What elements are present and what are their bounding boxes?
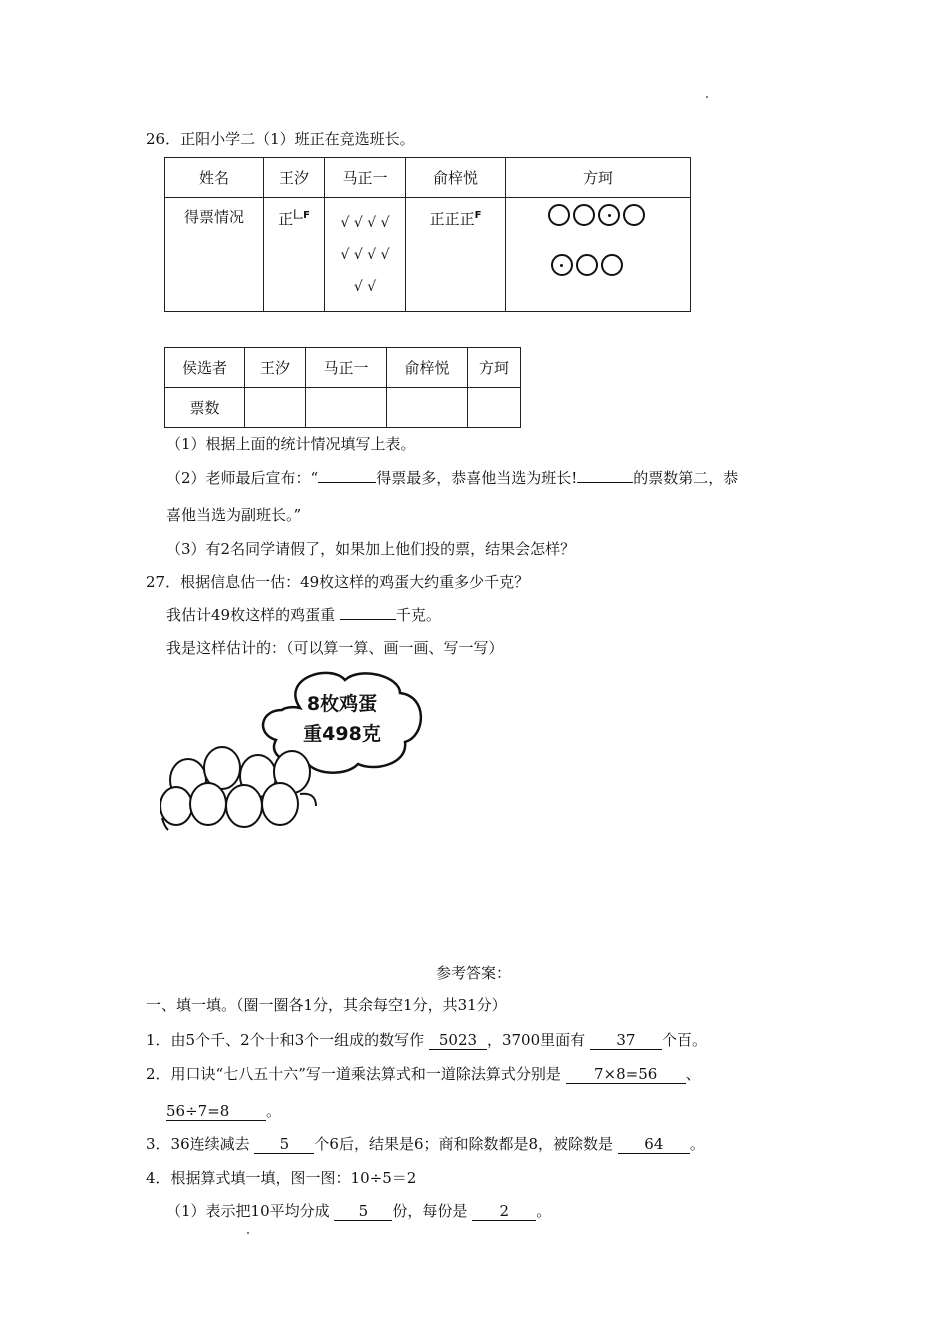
- answer-1-text-b: ，3700里面有: [486, 1031, 586, 1049]
- checkmarks-row: √ √: [353, 279, 377, 295]
- count-cell-wangxi[interactable]: [245, 388, 306, 428]
- circle-icon: [548, 204, 570, 226]
- blank-egg-weight[interactable]: [340, 619, 396, 620]
- count-cell-mazhengyi[interactable]: [306, 388, 387, 428]
- answer-4-1-value-1: 5: [334, 1202, 392, 1221]
- answer-2-value-2: 56÷7=8: [166, 1102, 266, 1121]
- answer-2-text-b: 、: [685, 1065, 701, 1083]
- egg-icon: [226, 785, 262, 827]
- circle-icon: [623, 204, 645, 226]
- q26-sub2-d: 喜他当选为副班长。”: [166, 506, 302, 524]
- blank-monitor[interactable]: [318, 482, 376, 483]
- answer-1-text-a: 1．由5个千、2个十和3个一组成的数写作: [146, 1031, 425, 1049]
- answers-section1: 一、填一填。（圈一圈各1分，其余每空1分，共31分）: [146, 996, 507, 1014]
- answer-3-value-1: 5: [254, 1135, 314, 1154]
- count-header-fangke: 方珂: [468, 348, 521, 388]
- q26-sub3: （3）有2名同学请假了，如果加上他们投的票，结果会怎样？: [166, 540, 576, 558]
- blank-vice-monitor[interactable]: [577, 482, 633, 483]
- bubble-text-2: 重498克: [303, 723, 381, 745]
- tally-yuziyue-zheng: 正正正: [429, 210, 475, 228]
- tally-table: [164, 157, 691, 312]
- q27-line1-a: 我估计49枚这样的鸡蛋重: [166, 606, 336, 624]
- q26-title: 26．正阳小学二（1）班正在竞选班长。: [146, 130, 415, 148]
- tally-wangxi: [264, 198, 325, 312]
- answer-1-text-c: 个百。: [661, 1031, 707, 1049]
- egg-icon: [190, 783, 226, 825]
- tally-wangxi-partial: 𠃊F: [293, 210, 310, 221]
- egg-icon: [160, 787, 192, 825]
- circle-icon: [601, 254, 623, 276]
- tally-header-fangke: 方珂: [506, 158, 691, 198]
- tally-yuziyue-partial: F: [474, 210, 482, 221]
- dotted-circle-icon: [551, 254, 573, 276]
- answer-4-1-text-a: （1）表示把10平均分成: [166, 1202, 330, 1220]
- count-cell-fangke[interactable]: [468, 388, 521, 428]
- bubble-text-1: 8枚鸡蛋: [306, 693, 378, 715]
- count-table: [164, 347, 521, 428]
- tally-fangke: [506, 198, 691, 312]
- answer-3-text-b: 个6后，结果是6；商和除数都是8，被除数是: [314, 1135, 614, 1153]
- count-row-label: 票数: [165, 388, 245, 428]
- q26-sub2-a: （2）老师最后宣布：“: [166, 469, 319, 487]
- q27-line2: 我是这样估计的：（可以算一算、画一画、写一写）: [166, 639, 504, 657]
- circle-row-bottom: [487, 254, 689, 280]
- answer-4-1-text-b: 份，每份是: [392, 1202, 468, 1220]
- answer-1-value-1: 5023: [429, 1031, 487, 1050]
- tally-wangxi-zheng: 正: [278, 210, 294, 228]
- answer-4-1-value-2: 2: [472, 1202, 536, 1221]
- answer-3-text-a: 3．36连续减去: [146, 1135, 250, 1153]
- answer-4-1: [166, 1200, 551, 1221]
- answer-2: [146, 1063, 701, 1084]
- eggs-illustration: [160, 668, 430, 838]
- q26-sub2-b: 得票最多，恭喜他当选为班长!: [376, 469, 578, 487]
- answer-2-value-1: 7×8=56: [566, 1065, 686, 1084]
- tally-mazhengyi: [325, 198, 406, 312]
- q27-line1: [166, 604, 441, 625]
- count-header-candidate: 侯选者: [165, 348, 245, 388]
- answer-3-text-c: 。: [689, 1135, 705, 1153]
- dotted-circle-icon: [598, 204, 620, 226]
- tally-header-yuziyue: 俞梓悦: [406, 158, 506, 198]
- circle-row-top: [507, 204, 689, 230]
- answer-3: [146, 1133, 705, 1154]
- answer-1: [146, 1029, 707, 1050]
- checkmarks-row: √ √ √ √: [340, 215, 390, 231]
- count-cell-yuziyue[interactable]: [387, 388, 468, 428]
- tally-header-wangxi: 王汐: [264, 158, 325, 198]
- circle-icon: [576, 254, 598, 276]
- answer-2-text-a: 2．用口诀“七八五十六”写一道乘法算式和一道除法算式分别是: [146, 1065, 561, 1083]
- answer-4-1-text-c: 。: [536, 1202, 552, 1220]
- answer-4: 4．根据算式填一填，图一图：10÷5＝2: [146, 1169, 417, 1187]
- count-header-wangxi: 王汐: [245, 348, 306, 388]
- checkmarks-row: √ √ √ √: [340, 247, 390, 263]
- scan-dot-top: [706, 96, 708, 98]
- count-header-mazhengyi: 马正一: [306, 348, 387, 388]
- answer-2-text-c: 。: [266, 1102, 282, 1120]
- tally-header-mazhengyi: 马正一: [325, 158, 406, 198]
- eggs-group: [160, 747, 316, 830]
- scan-dot-bottom: [247, 1232, 249, 1234]
- circle-icon: [573, 204, 595, 226]
- answers-heading: 参考答案：: [436, 964, 512, 982]
- q26-sub1: （1）根据上面的统计情况填写上表。: [166, 435, 416, 453]
- answer-3-value-2: 64: [618, 1135, 690, 1154]
- answer-1-value-2: 37: [590, 1031, 662, 1050]
- answer-2-cont: [166, 1100, 281, 1121]
- tally-header-name: 姓名: [165, 158, 264, 198]
- egg-icon: [262, 783, 298, 825]
- q27-title: 27．根据信息估一估：49枚这样的鸡蛋大约重多少千克？: [146, 573, 530, 591]
- q26-sub2-c: 的票数第二，恭: [633, 469, 739, 487]
- tally-row-label: 得票情况: [165, 198, 264, 312]
- count-header-yuziyue: 俞梓悦: [387, 348, 468, 388]
- q26-sub2-line1: [166, 467, 738, 488]
- q27-line1-b: 千克。: [395, 606, 441, 624]
